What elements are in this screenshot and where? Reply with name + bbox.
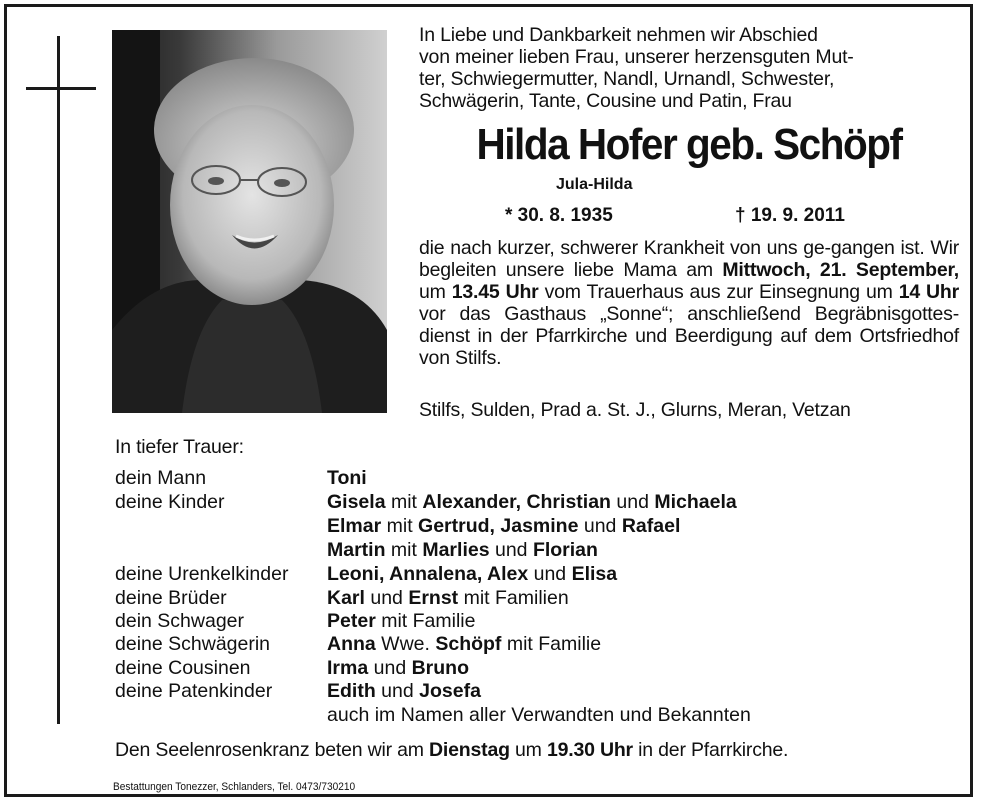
birth-date: * 30. 8. 1935 <box>505 205 613 226</box>
blessing-time: 14 Uhr <box>898 281 960 303</box>
deceased-name: Hilda Hofer geb. Schöpf <box>476 120 902 169</box>
cross-vertical <box>57 36 60 724</box>
relative-names: Toni <box>327 467 367 489</box>
undertaker-info: Bestattungen Tonezzer, Schlanders, Tel. 0473/730210 <box>113 781 356 793</box>
cross-horizontal <box>26 87 96 90</box>
deceased-nickname: Jula-Hilda <box>556 176 633 193</box>
relation-label: deine Kinder <box>115 491 225 513</box>
intro-line: ter, Schwiegermutter, Nandl, Urnandl, Schwester, <box>419 68 835 90</box>
death-date: † 19. 9. 2011 <box>735 205 845 226</box>
relative-names: Elmar mit Gertrud, Jasmine und Rafael <box>327 515 681 537</box>
relative-names: Anna Wwe. Schöpf mit Familie <box>327 633 602 655</box>
relation-label: dein Schwager <box>115 610 244 632</box>
all-relatives-line: auch im Namen aller Verwandten und Bekannten <box>327 704 751 726</box>
mourning-heading: In tiefer Trauer: <box>115 436 244 458</box>
relation-label: deine Urenkelkinder <box>115 563 289 585</box>
funeral-details: die nach kurzer, schwerer Krankheit von uns ge-gangen ist. Wir begleiten unsere liebe Mama am Mittwoch, 21. September, um 13.45 Uhr vom Trauerhaus aus zur Einsegnung um 14 Uhr vor das Gasthaus „Sonne“; anschließend Begräbnisgottes-dienst in der Pfarrkirche und Beerdigung auf dem Ortsfriedhof von Stilfs. <box>419 237 960 369</box>
relative-names: Gisela mit Alexander, Christian und Michaela <box>327 491 737 513</box>
relation-label: deine Brüder <box>115 587 227 609</box>
intro-line: Schwägerin, Tante, Cousine und Patin, Frau <box>419 90 792 112</box>
relation-label: dein Mann <box>115 467 207 489</box>
relative-names: Edith und Josefa <box>327 680 481 702</box>
relation-label: deine Cousinen <box>115 657 251 679</box>
relative-names: Leoni, Annalena, Alex und Elisa <box>327 563 618 585</box>
relative-names: Martin mit Marlies und Florian <box>327 539 598 561</box>
funeral-day: Mittwoch, 21. September, <box>722 259 960 281</box>
intro-line: von meiner lieben Frau, unserer herzensguten Mut- <box>419 46 854 68</box>
places-line: Stilfs, Sulden, Prad a. St. J., Glurns, Meran, Vetzan <box>419 399 851 421</box>
portrait-photo <box>112 30 387 413</box>
funeral-time: 13.45 Uhr <box>451 281 539 303</box>
intro-text <box>419 24 854 112</box>
relation-label: deine Patenkinder <box>115 680 273 702</box>
intro-line: In Liebe und Dankbarkeit nehmen wir Abschied <box>419 24 818 46</box>
rosary-announcement: Den Seelenrosenkranz beten wir am Dienstag um 19.30 Uhr in der Pfarrkirche. <box>115 739 789 761</box>
relation-label: deine Schwägerin <box>115 633 271 655</box>
relative-names: Peter mit Familie <box>327 610 476 632</box>
relative-names: Karl und Ernst mit Familien <box>327 587 569 609</box>
relative-names: Irma und Bruno <box>327 657 469 679</box>
